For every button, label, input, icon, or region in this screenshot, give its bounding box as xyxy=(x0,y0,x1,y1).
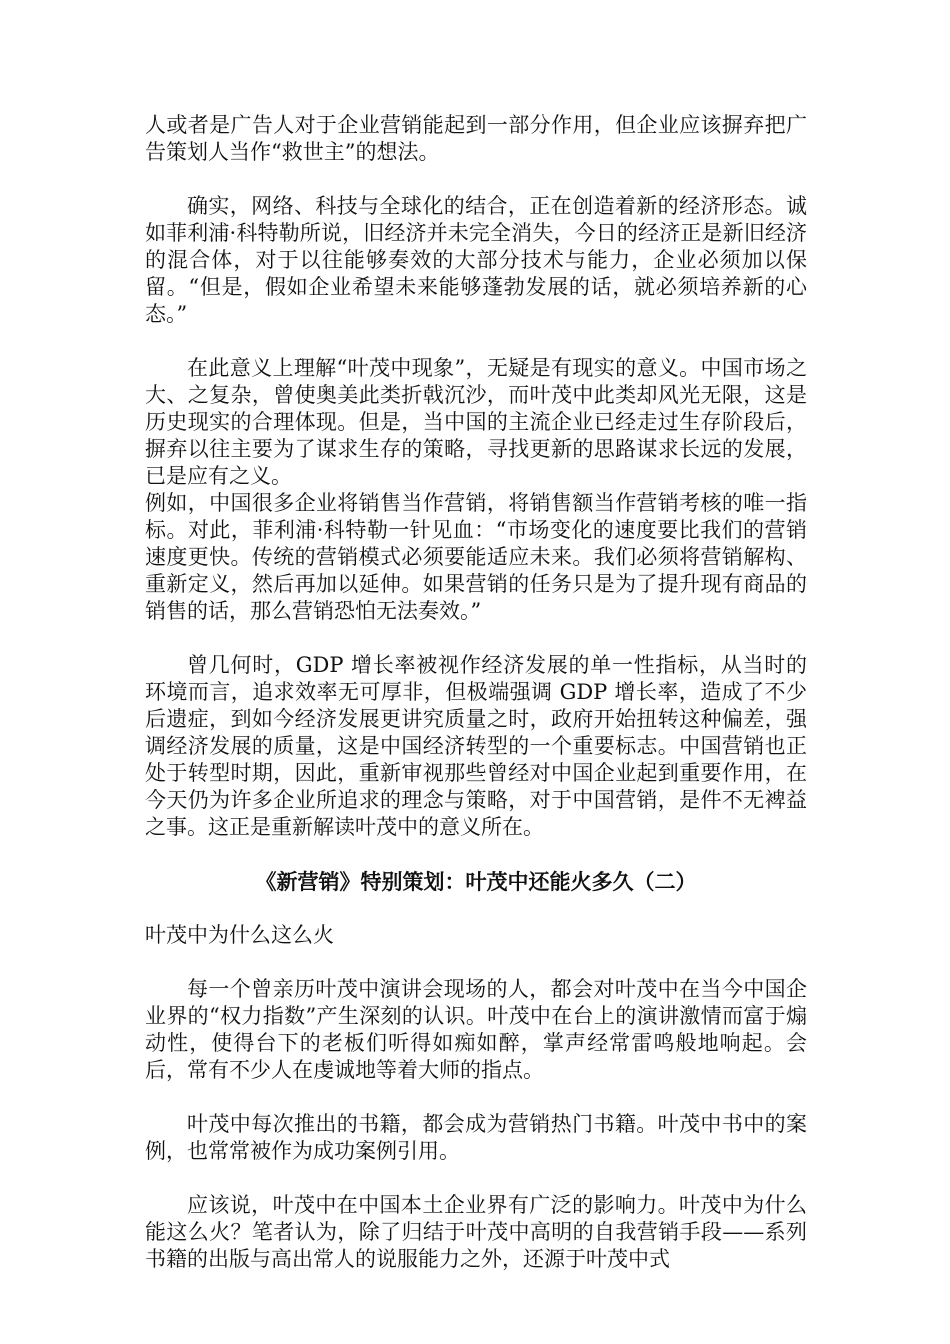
paragraph: 每一个曾亲历叶茂中演讲会现场的人，都会对叶茂中在当今中国企业界的“权力指数”产生深刻的认识。叶茂中在台上的演讲激情而富于煽动性，使得台下的老板们听得如痴如醉，掌声经常雷鸣般地响起。会后，常有不少人在虔诚地等着大师的指点。 xyxy=(145,977,807,1082)
section-title: 《新营销》特别策划：叶茂中还能火多久（二） xyxy=(255,869,697,894)
paragraph: 叶茂中每次推出的书籍，都会成为营销热门书籍。叶茂中书中的案例，也常常被作为成功案例引用。 xyxy=(145,1112,807,1163)
subsection-title: 叶茂中为什么这么火 xyxy=(145,923,334,947)
paragraph: 在此意义上理解“叶茂中现象”，无疑是有现实的意义。中国市场之大、之复杂，曾使奥美此类折戟沉沙，而叶茂中此类却风光无限，这是历史现实的合理体现。但是，当中国的主流企业已经走过生存阶段后，摒弃以往主要为了谋求生存的策略，寻找更新的思路谋求长远的发展，已是应有之义。 xyxy=(145,356,807,488)
paragraph: 曾几何时，GDP 增长率被视作经济发展的单一性指标，从当时的环境而言，追求效率无可厚非，但极端强调 GDP 增长率，造成了不少后遗症，到如今经济发展更讲究质量之时，政府开始扭转这种偏差，强调经济发展的质量，这是中国经济转型的一个重要标志。中国营销也正处于转型时期，因此，重新审视那些曾经对中国企业起到重要作用，在今天仍为许多企业所追求的理念与策略，对于中国营销，是件不无裨益之事。这正是重新解读叶茂中的意义所在。 xyxy=(145,653,807,839)
paragraph-continuation: 人或者是广告人对于企业营销能起到一部分作用，但企业应该摒弃把广告策划人当作“救世主”的想法。 xyxy=(145,113,807,164)
paragraph: 确实，网络、科技与全球化的结合，正在创造着新的经济形态。诚如菲利浦·科特勒所说，旧经济并未完全消失，今日的经济正是新旧经济的混合体，对于以往能够奏效的大部分技术与能力，企业必须加以保留。“但是，假如企业希望未来能够蓬勃发展的话，就必须培养新的心态。” xyxy=(145,194,807,326)
paragraph: 例如，中国很多企业将销售当作营销，将销售额当作营销考核的唯一指标。对此，菲利浦·科特勒一针见血：“市场变化的速度要比我们的营销速度更快。传统的营销模式必须要能适应未来。我们必须将营销解构、重新定义，然后再加以延伸。如果营销的任务只是为了提升现有商品的销售的话，那么营销恐怕无法奏效。” xyxy=(145,491,807,623)
document-page xyxy=(145,112,807,1273)
paragraph: 应该说，叶茂中在中国本土企业界有广泛的影响力。叶茂中为什么能这么火？笔者认为，除了归结于叶茂中高明的自我营销手段——系列书籍的出版与高出常人的说服能力之外，还源于叶茂中式 xyxy=(145,1193,807,1271)
